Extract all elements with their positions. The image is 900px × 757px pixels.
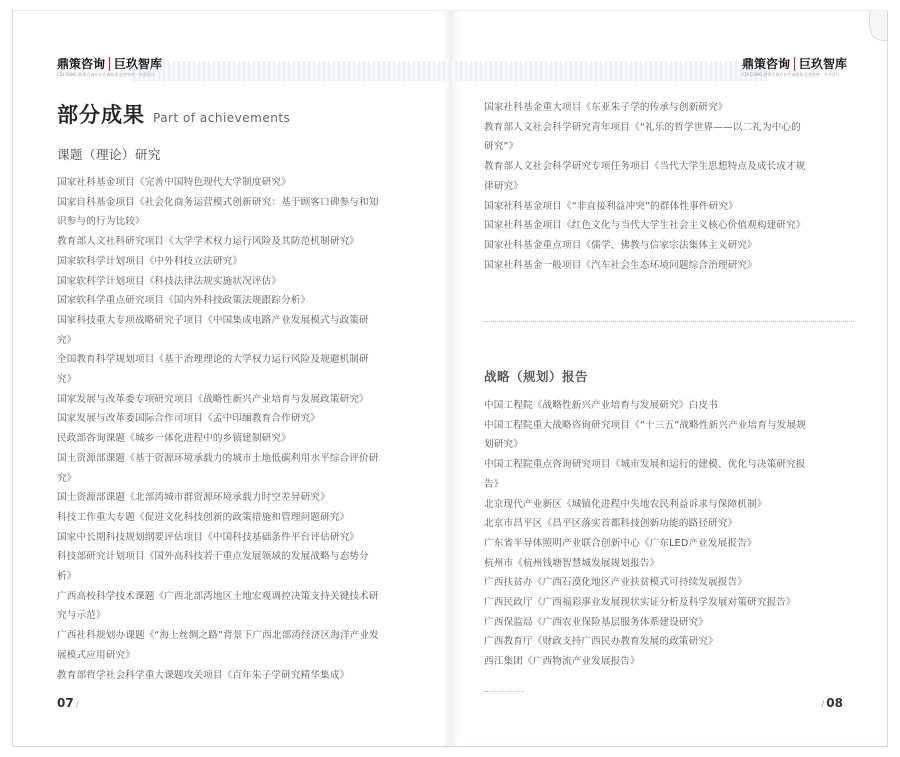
list-item: 教育部人文社会科学研究专项任务项目《当代大学生思想特点及成长成才规 [484,161,806,173]
list-item: 国家软科学计划项目《科技法律法规实施状况评估》 [57,275,282,287]
list-item: 民政部咨询课题《城乡一体化进程中的乡镇建制研究》 [57,433,291,445]
list-item: 北京市昌平区《昌平区落实首都科技创新功能的路径研究》 [484,518,738,530]
list-item: 国家软科学计划项目《中外科技立法研究》 [57,255,243,267]
list-item: 国土资源部课题《北部湾城市群资源环境承载力时空差异研究》 [57,492,330,504]
page-number-left [57,696,81,710]
list-item: 中国工程院重大战略咨询研究项目《“十三五”战略性新兴产业培育与发展规 [484,419,807,431]
page-corner-curl [869,11,887,41]
list-item: 科技部研究计划项目《国外高科技若干重点发展领域的发展战略与态势分 [57,551,369,563]
brand-subtitle-1: CDI DSNG 鼎策咨询专业咨询服务 [57,72,119,77]
list-item: 国家软科学重点研究项目《国内外科技政策法规跟踪分析》 [57,295,311,307]
page-title-cn: 部分成果 [57,103,145,127]
section-divider [484,321,854,322]
strategy-report-list [484,396,854,672]
list-item: 究》 [57,334,77,346]
list-item: 教育部人文社会科学研究青年项目《“礼乐的哲学世界——以二礼为中心的 [484,121,801,133]
page-number-value: 07 [57,696,74,710]
list-item: 国家社科基金项目《完善中国特色现代大学制度研究》 [57,177,291,188]
list-item: 国家社科基金重点项目《儒学、佛教与信家宗法集体主义研究》 [484,239,757,251]
brand-name-1: 鼎策咨询 [57,57,106,71]
list-item: 全国教育科学规划项目《基于治理理论的大学权力运行风险及规避机制研 [57,354,369,366]
header-strip [133,61,450,81]
list-item: 研究”》 [484,141,519,153]
research-list-continued [484,98,854,275]
header-strip [450,61,767,81]
list-item: 中国工程院重点咨询研究项目《城市发展和运行的建模、优化与决策研究报 [484,459,806,471]
list-item: 广西保监局《广西农业保险基层服务体系建设研究》 [484,616,709,628]
brand-name-1: 鼎策咨询 [741,57,790,71]
left-page [12,10,450,747]
right-page [450,10,888,747]
page-title-en: Part of achievements [153,111,291,125]
page-number-bar: / [821,700,825,710]
list-item: 律研究》 [484,180,523,192]
list-item: 广东省半导体照明产业联合创新中心《广东LED产业发展报告》 [484,537,757,549]
list-item: 西江集团《广西物流产业发展报告》 [484,656,640,668]
list-item: 国家发展与改革委专项研究项目《战略性新兴产业培育与发展政策研究》 [57,393,369,405]
list-item: 国家科技重大专项战略研究子项目《中国集成电路产业发展模式与政策研 [57,314,369,326]
list-end-divider [484,691,524,692]
list-item: 中国工程院《战略性新兴产业培育与发展研究》白皮书 [484,400,718,411]
list-item: 教育部人文社科研究项目《大学学术权力运行风险及其防范机制研究》 [57,236,360,248]
list-item: 告》 [484,478,504,490]
list-item: 国土资源部课题《基于资源环境承载力的城市土地低碳利用水平综合评价研 [57,452,379,464]
list-item: 北京现代产业新区《城镇化进程中失地农民利益诉求与保障机制》 [484,498,767,510]
brand-name-2: 巨玖智库 [114,57,163,71]
list-item: 广西社科规划办课题《“海上丝绸之路”背景下广西北部湾经济区海洋产业发 [57,630,380,642]
section-heading-strategy: 战略（规划）报告 [484,369,589,384]
list-item: 国家社科基金项目《红色文化与当代大学生社会主义核心价值观构建研究》 [484,220,806,232]
logo-divider [794,57,795,71]
list-item: 究》 [57,374,77,386]
section-heading-research: 课题（理论）研究 [57,147,162,162]
list-item: 究与示范》 [57,610,106,622]
list-item: 广西扶贫办《广西石漠化地区产业扶贫模式可持续发展报告》 [484,577,748,589]
page-number-bar: / [75,700,79,710]
list-item: 国家社科基金重大项目《东亚朱子学的传承与创新研究》 [484,102,728,113]
list-item: 究》 [57,472,77,484]
brand-subtitle-1: CDI DSNG 鼎策咨询专业咨询服务 [741,72,804,77]
list-item: 识参与的行为比较》 [57,216,145,228]
list-item: 教育部哲学社会科学重大课题攻关项目《百年朱子学研究精华集成》 [57,669,350,681]
brand-subtitle-2: 思想智库 · 专业设计 [119,72,155,77]
list-item: 广西高校科学技术课题《广西北部湾地区土地宏观调控决策支持关键技术研 [57,590,379,602]
list-item: 国家发展与改革委国际合作司项目《孟中印缅教育合作研究》 [57,413,321,425]
brand-subtitle-2: 思想智库 · 专业设计 [803,72,840,77]
brand-logo [57,57,163,77]
list-item: 国家中长期科技规划纲要评估项目《中国科技基础条件平台评估研究》 [57,531,360,543]
list-item: 展模式应用研究》 [57,649,135,661]
list-item: 国家社科基金项目《“非直接利益冲突”的群体性事件研究》 [484,200,738,212]
page-number-value: 08 [826,696,843,710]
research-list [57,173,421,685]
list-item: 划研究》 [484,439,523,451]
list-item: 国家社科基金一般项目《汽车社会生态环境问题综合治理研究》 [484,259,757,271]
list-item: 国家自科基金项目《社会化商务运营模式创新研究：基于顾客口碑参与和知 [57,196,379,208]
page-number-right [819,696,843,710]
list-item: 杭州市《杭州钱塘智慧城发展规划报告》 [484,557,660,569]
logo-divider [109,57,110,71]
list-item: 析》 [57,571,77,583]
page-title [57,99,290,129]
list-item: 广西教育厅《财政支持广西民办教育发展的政策研究》 [484,636,718,648]
list-item: 广西民政厅《广西福彩事业发展现状实证分析及科学发展对策研究报告》 [484,597,796,609]
list-item: 科技工作重大专题《促进文化科技创新的政策措施和管理问题研究》 [57,511,350,523]
brand-logo [741,57,847,77]
brand-name-2: 巨玖智库 [798,57,847,71]
